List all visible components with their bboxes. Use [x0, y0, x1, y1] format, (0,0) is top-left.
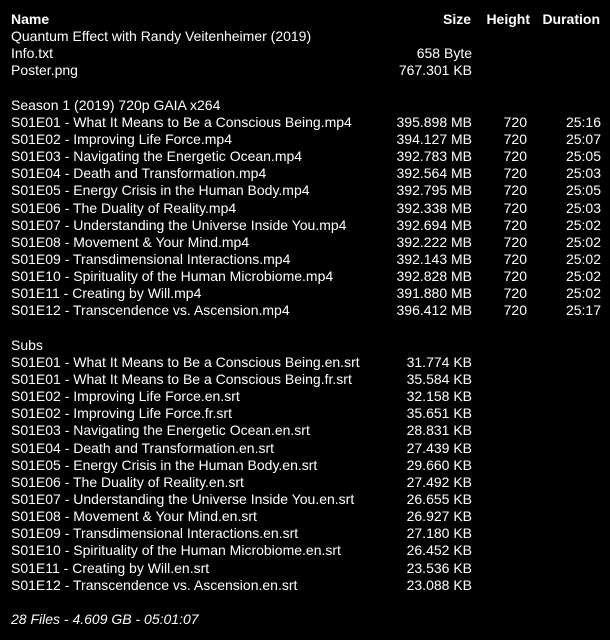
file-name: S01E01 - What It Means to Be a Conscious Being.fr.srt [11, 370, 352, 387]
list-item [11, 474, 601, 491]
file-name: S01E02 - Improving Life Force.mp4 [11, 130, 232, 147]
list-item [11, 525, 601, 542]
file-size: 392.564 MB [396, 165, 472, 182]
file-name: S01E12 - Transcendence vs. Ascension.mp4 [11, 302, 290, 319]
file-size: 26.655 KB [406, 490, 472, 507]
file-name: S01E01 - What It Means to Be a Conscious Being.en.srt [11, 353, 360, 370]
video-height: 720 [503, 165, 527, 182]
file-name: S01E09 - Transdimensional Interactions.en.srt [11, 525, 299, 542]
video-duration: 25:02 [565, 233, 601, 250]
file-name: S01E11 - Creating by Will.en.srt [11, 559, 210, 576]
list-item [11, 457, 601, 474]
spacer [11, 320, 601, 337]
video-duration: 25:03 [565, 199, 601, 216]
file-size: 23.088 KB [406, 576, 472, 593]
video-duration: 25:07 [565, 130, 601, 147]
file-size: 658 Byte [416, 45, 472, 62]
file-size: 23.536 KB [406, 559, 472, 576]
file-name: S01E06 - The Duality of Reality.en.srt [11, 473, 244, 490]
video-height: 720 [503, 268, 527, 285]
list-item [11, 371, 601, 388]
file-size: 27.180 KB [406, 525, 472, 542]
file-size: 392.694 MB [396, 216, 472, 233]
file-size: 26.452 KB [406, 542, 472, 559]
file-name: S01E01 - What It Means to Be a Conscious Being.mp4 [11, 113, 352, 130]
spacer [11, 80, 601, 97]
list-item [11, 62, 601, 79]
file-name: S01E09 - Transdimensional Interactions.mp4 [11, 250, 291, 267]
file-name: S01E02 - Improving Life Force.en.srt [11, 388, 240, 405]
file-size: 395.898 MB [396, 113, 472, 130]
file-name: S01E10 - Spirituality of the Human Microbiome.en.srt [11, 542, 341, 559]
list-item [11, 148, 601, 165]
video-duration: 25:16 [565, 113, 601, 130]
video-height: 720 [503, 182, 527, 199]
file-size: 392.795 MB [396, 182, 472, 199]
list-item [11, 388, 601, 405]
file-size: 396.412 MB [396, 302, 472, 319]
file-size: 392.828 MB [396, 268, 472, 285]
file-name: S01E07 - Understanding the Universe Inside You.en.srt [11, 490, 355, 507]
folder-name: Season 1 (2019) 720p GAIA x264 [11, 96, 221, 113]
file-size: 35.651 KB [406, 405, 472, 422]
file-size: 392.143 MB [396, 250, 472, 267]
list-item [11, 114, 601, 131]
file-size: 391.880 MB [396, 285, 472, 302]
list-item [11, 542, 601, 559]
list-item [11, 354, 601, 371]
file-name: S01E05 - Energy Crisis in the Human Body.en.srt [11, 456, 318, 473]
list-item [11, 422, 601, 439]
file-size: 31.774 KB [406, 353, 472, 370]
list-item [11, 560, 601, 577]
file-size: 394.127 MB [396, 130, 472, 147]
season-folder-title [11, 97, 601, 114]
folder-name: Quantum Effect with Randy Veitenheimer (2019) [11, 28, 312, 45]
video-height: 720 [503, 148, 527, 165]
video-duration: 25:02 [565, 268, 601, 285]
file-listing [11, 11, 601, 594]
root-folder-title [11, 28, 601, 45]
column-header-size: Size [442, 11, 471, 27]
video-height: 720 [503, 199, 527, 216]
file-size: 26.927 KB [406, 508, 472, 525]
file-name: S01E11 - Creating by Will.mp4 [11, 285, 202, 302]
list-item [11, 302, 601, 319]
file-name: S01E08 - Movement & Your Mind.mp4 [11, 233, 250, 250]
file-name: S01E08 - Movement & Your Mind.en.srt [11, 508, 257, 525]
column-header-row [11, 11, 601, 28]
file-name: S01E02 - Improving Life Force.fr.srt [11, 405, 232, 422]
file-name: S01E10 - Spirituality of the Human Microbiome.mp4 [11, 268, 334, 285]
file-name: Info.txt [11, 45, 54, 62]
list-item [11, 234, 601, 251]
video-height: 720 [503, 233, 527, 250]
file-size: 28.831 KB [406, 422, 472, 439]
file-size: 392.222 MB [396, 233, 472, 250]
list-item [11, 268, 601, 285]
list-item [11, 508, 601, 525]
list-item [11, 217, 601, 234]
video-duration: 25:02 [565, 216, 601, 233]
file-size: 35.584 KB [406, 370, 472, 387]
subs-folder-title [11, 337, 601, 354]
video-duration: 25:05 [565, 182, 601, 199]
video-height: 720 [503, 113, 527, 130]
file-size: 32.158 KB [406, 388, 472, 405]
video-duration: 25:02 [565, 250, 601, 267]
file-name: S01E06 - The Duality of Reality.mp4 [11, 199, 237, 216]
video-height: 720 [503, 285, 527, 302]
file-name: S01E03 - Navigating the Energetic Ocean.en.srt [11, 422, 310, 439]
list-item [11, 131, 601, 148]
folder-name: Subs [11, 336, 43, 353]
list-item [11, 577, 601, 594]
file-size: 27.439 KB [406, 439, 472, 456]
video-height: 720 [503, 130, 527, 147]
list-item [11, 440, 601, 457]
file-name: S01E03 - Navigating the Energetic Ocean.mp4 [11, 148, 303, 165]
list-item [11, 285, 601, 302]
file-size: 392.338 MB [396, 199, 472, 216]
file-name: S01E04 - Death and Transformation.en.srt [11, 439, 275, 456]
file-size: 29.660 KB [406, 456, 472, 473]
list-item [11, 182, 601, 199]
video-height: 720 [503, 250, 527, 267]
list-item [11, 405, 601, 422]
file-size: 392.783 MB [396, 148, 472, 165]
video-duration: 25:17 [565, 302, 601, 319]
column-header-name: Name [11, 11, 50, 27]
video-duration: 25:05 [565, 148, 601, 165]
list-item [11, 200, 601, 217]
file-name: Poster.png [11, 62, 78, 79]
list-item [11, 45, 601, 62]
file-name: S01E05 - Energy Crisis in the Human Body.mp4 [11, 182, 310, 199]
video-height: 720 [503, 216, 527, 233]
video-duration: 25:03 [565, 165, 601, 182]
summary-footer: 28 Files - 4.609 GB - 05:01:07 [11, 611, 199, 627]
column-header-height: Height [486, 11, 530, 27]
file-name: S01E04 - Death and Transformation.mp4 [11, 165, 267, 182]
list-item [11, 251, 601, 268]
file-size: 27.492 KB [406, 473, 472, 490]
list-item [11, 491, 601, 508]
video-duration: 25:02 [565, 285, 601, 302]
column-header-duration: Duration [542, 11, 600, 27]
file-size: 767.301 KB [398, 62, 472, 79]
file-name: S01E07 - Understanding the Universe Inside You.mp4 [11, 216, 347, 233]
list-item [11, 165, 601, 182]
video-height: 720 [503, 302, 527, 319]
file-name: S01E12 - Transcendence vs. Ascension.en.srt [11, 576, 298, 593]
